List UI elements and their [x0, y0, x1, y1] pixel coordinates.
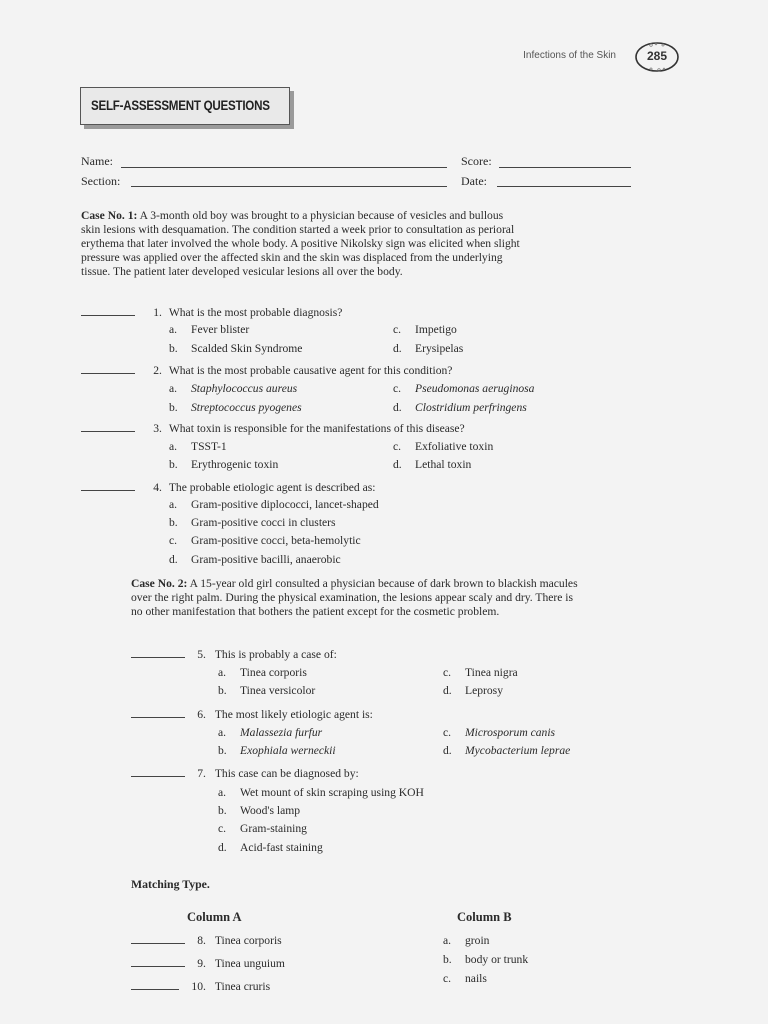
- matching-answer-a: a. groin: [443, 934, 490, 947]
- question-number: 3.: [153, 422, 162, 435]
- option-1d: d. Erysipelas: [393, 342, 464, 355]
- running-head: Infections of the Skin: [523, 50, 616, 61]
- case-2-heading: Case No. 2:: [131, 577, 188, 590]
- option-3b: b. Erythrogenic toxin: [169, 458, 279, 471]
- column-b-heading: Column B: [457, 910, 512, 924]
- option-6a: a. Malassezia furfur: [218, 726, 323, 739]
- case-2-line: no other manifestation that bothers the patient except for the cosmetic problem.: [131, 605, 500, 618]
- page-number-badge: [633, 40, 681, 74]
- question-text: This case can be diagnosed by:: [214, 767, 359, 780]
- option-4d: d. Gram-positive bacilli, anaerobic: [169, 553, 341, 566]
- answer-blank-9[interactable]: [131, 966, 185, 967]
- option-2a: a. Staphylococcus aureus: [169, 382, 298, 395]
- case-1-heading: Case No. 1:: [81, 209, 138, 222]
- item-text: Tinea cruris: [214, 980, 271, 993]
- option-5d: d. Leprosy: [443, 684, 503, 697]
- question-text: The probable etiologic agent is described as:: [168, 481, 376, 494]
- answer-blank-2[interactable]: [81, 373, 135, 374]
- page-number: 285: [646, 49, 668, 63]
- matching-item-10: [131, 980, 270, 993]
- matching-item-9: [131, 957, 285, 970]
- name-label: Name:: [81, 154, 113, 168]
- section-field[interactable]: [131, 186, 447, 187]
- case-2-paragraph: [131, 577, 686, 619]
- question-text: What is the most probable diagnosis?: [168, 306, 343, 319]
- question-text: This is probably a case of:: [214, 648, 337, 661]
- answer-blank-4[interactable]: [81, 490, 135, 491]
- case-1-line: tissue. The patient later developed vesicular lesions all over the body.: [81, 265, 403, 278]
- answer-blank-10[interactable]: [131, 989, 179, 990]
- option-5c: c. Tinea nigra: [443, 666, 518, 679]
- question-number: 2.: [153, 364, 162, 377]
- option-3a: a. TSST-1: [169, 440, 227, 453]
- item-text: Tinea unguium: [214, 957, 285, 970]
- question-4: [81, 481, 376, 494]
- option-6b: b. Exophiala werneckii: [218, 744, 336, 757]
- score-label: Score:: [461, 154, 492, 168]
- matching-answer-c: c. nails: [443, 972, 487, 985]
- option-1c: c. Impetigo: [393, 323, 457, 336]
- case-2-line: A 15-year old girl consulted a physician because of dark brown to blackish macules: [189, 577, 578, 590]
- question-text: What toxin is responsible for the manifestations of this disease?: [168, 422, 465, 435]
- option-4a: a. Gram-positive diplococci, lancet-shaped: [169, 498, 379, 511]
- item-number: 8.: [197, 934, 206, 947]
- section-title: SELF-ASSESSMENT QUESTIONS: [91, 98, 270, 113]
- score-field[interactable]: [499, 167, 631, 168]
- case-1-paragraph: [81, 209, 631, 279]
- date-field[interactable]: [497, 186, 631, 187]
- question-6: [131, 708, 373, 721]
- matching-answer-b: b. body or trunk: [443, 953, 529, 966]
- question-number: 4.: [153, 481, 162, 494]
- case-1-line: A 3-month old boy was brought to a physician because of vesicles and bullous: [139, 209, 504, 222]
- option-2b: b. Streptococcus pyogenes: [169, 401, 302, 414]
- question-7: [131, 767, 359, 780]
- option-7d: d. Acid-fast staining: [218, 841, 323, 854]
- option-7b: b. Wood's lamp: [218, 804, 301, 817]
- matching-item-8: [131, 934, 282, 947]
- option-4c: c. Gram-positive cocci, beta-hemolytic: [169, 534, 361, 547]
- section-title-box: [80, 87, 290, 125]
- question-number: 6.: [197, 708, 206, 721]
- case-1-line: skin lesions with desquamation. The condition started a week prior to consultation as perioral: [81, 223, 515, 236]
- name-field[interactable]: [121, 167, 447, 168]
- case-1-line: erythema that later involved the whole body. A positive Nikolsky sign was elicited when slight: [81, 237, 520, 250]
- question-5: [131, 648, 337, 661]
- question-number: 7.: [197, 767, 206, 780]
- case-1-line: pressure was applied over the affected skin and the skin was displaced from the underlying: [81, 251, 503, 264]
- answer-blank-3[interactable]: [81, 431, 135, 432]
- item-text: Tinea corporis: [214, 934, 282, 947]
- option-6c: c. Microsporum canis: [443, 726, 556, 739]
- option-3c: c. Exfoliative toxin: [393, 440, 494, 453]
- option-7a: a. Wet mount of skin scraping using KOH: [218, 786, 424, 799]
- question-number: 1.: [153, 306, 162, 319]
- option-3d: d. Lethal toxin: [393, 458, 472, 471]
- option-5a: a. Tinea corporis: [218, 666, 307, 679]
- option-1a: a. Fever blister: [169, 323, 250, 336]
- option-7c: c. Gram-staining: [218, 822, 307, 835]
- option-2d: d. Clostridium perfringens: [393, 401, 527, 414]
- option-6d: d. Mycobacterium leprae: [443, 744, 571, 757]
- question-text: What is the most probable causative agent for this condition?: [168, 364, 453, 377]
- column-a-heading: Column A: [187, 910, 242, 924]
- option-5b: b. Tinea versicolor: [218, 684, 316, 697]
- question-1: [81, 306, 342, 319]
- answer-blank-1[interactable]: [81, 315, 135, 316]
- item-number: 9.: [197, 957, 206, 970]
- answer-blank-6[interactable]: [131, 717, 185, 718]
- option-1b: b. Scalded Skin Syndrome: [169, 342, 303, 355]
- matching-heading: Matching Type.: [131, 877, 210, 891]
- question-number: 5.: [197, 648, 206, 661]
- question-3: [81, 422, 465, 435]
- answer-blank-5[interactable]: [131, 657, 185, 658]
- answer-blank-7[interactable]: [131, 776, 185, 777]
- item-number: 10.: [191, 980, 206, 993]
- answer-blank-8[interactable]: [131, 943, 185, 944]
- question-text: The most likely etiologic agent is:: [214, 708, 373, 721]
- date-label: Date:: [461, 174, 487, 188]
- option-4b: b. Gram-positive cocci in clusters: [169, 516, 336, 529]
- question-2: [81, 364, 452, 377]
- case-2-line: over the right palm. During the physical examination, the lesions appear scaly and dry. There is: [131, 591, 574, 604]
- option-2c: c. Pseudomonas aeruginosa: [393, 382, 535, 395]
- section-label: Section:: [81, 174, 121, 188]
